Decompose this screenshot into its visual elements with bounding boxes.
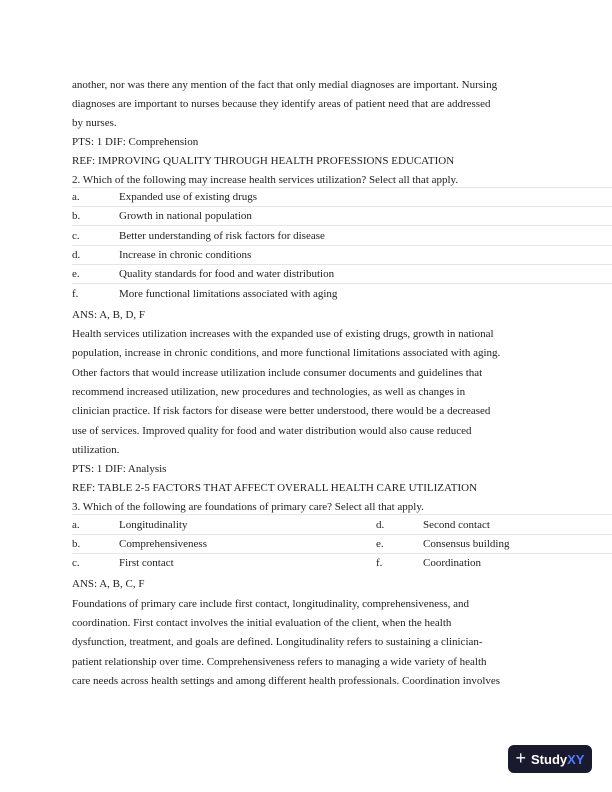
q3-question: 3. Which of the following are foundations of primary care? Select all that apply. [72,501,424,513]
q3-explanation-line: care needs across health settings and among different health professionals. Coordination involves [72,675,501,687]
q3-option-letter: b. [72,538,81,550]
divider [72,264,612,265]
q2-explanation-line: Health services utilization increases with the expanded use of existing drugs, growth in national [72,328,494,340]
divider [72,225,612,226]
q1-pts: PTS: 1 DIF: Comprehension [72,136,199,148]
intro-line: another, nor was there any mention of the fact that only medial diagnoses are important. Nursing [72,79,498,91]
q2-question: 2. Which of the following may increase health services utilization? Select all that apply. [72,174,459,186]
q3-option-letter: a. [72,519,80,531]
q3-explanation-line: dysfunction, treatment, and goals are defined. Longitudinality refers to sustaining a clinician- [72,636,483,648]
q3-option-letter: d. [376,519,385,531]
q3-option-text: Consensus building [423,538,510,550]
q2-explanation-line: use of services. Improved quality for food and water distribution would also cause reduced [72,425,472,437]
divider [72,245,612,246]
q2-option-letter: d. [72,249,81,261]
q2-explanation-line: Other factors that would increase utilization include consumer documents and guidelines that [72,367,483,379]
q2-ref: REF: TABLE 2-5 FACTORS THAT AFFECT OVERALL HEALTH CARE UTILIZATION [72,482,478,494]
plus-icon: + [515,747,527,768]
q3-option-text: Coordination [423,557,482,569]
divider [72,206,612,207]
q3-option-letter: c. [72,557,80,569]
q3-explanation-line: Foundations of primary care include first contact, longitudinality, comprehensiveness, and [72,598,470,610]
q2-option-text: Growth in national population [119,210,252,222]
divider [72,187,612,188]
q2-explanation-line: recommend increased utilization, new procedures and technologies, as well as changes in [72,386,466,398]
q3-option-letter: f. [376,557,383,569]
q2-option-letter: a. [72,191,80,203]
q2-option-letter: e. [72,268,80,280]
studyxy-badge[interactable] [508,745,592,773]
intro-line: diagnoses are important to nurses because they identify areas of patient need that are addressed [72,98,491,110]
q3-explanation-line: coordination. First contact involves the initial evaluation of the client, when the health [72,617,452,629]
q3-option-text: Second contact [423,519,490,531]
q3-explanation-line: patient relationship over time. Comprehensiveness refers to managing a wide variety of health [72,656,487,668]
brand-main: Study [531,751,568,767]
q2-option-letter: f. [72,288,79,300]
q2-explanation-line: clinician practice. If risk factors for disease were better understood, there would be a decreased [72,405,491,417]
q2-option-letter: b. [72,210,81,222]
q2-option-letter: c. [72,230,80,242]
q3-answer: ANS: A, B, C, F [72,578,145,590]
q3-option-text: Longitudinality [119,519,188,531]
q2-option-text: Better understanding of risk factors for disease [119,230,325,242]
q3-option-letter: e. [376,538,384,550]
brand-accent: XY [567,751,585,767]
q1-ref: REF: IMPROVING QUALITY THROUGH HEALTH PROFESSIONS EDUCATION [72,155,455,167]
q2-answer: ANS: A, B, D, F [72,309,146,321]
q3-option-text: First contact [119,557,174,569]
q3-option-text: Comprehensiveness [119,538,207,550]
q2-option-text: Increase in chronic conditions [119,249,252,261]
q2-explanation-line: utilization. [72,444,120,456]
q2-pts: PTS: 1 DIF: Analysis [72,463,167,475]
divider [72,534,612,535]
intro-line: by nurses. [72,117,117,129]
divider [72,283,612,284]
q2-option-text: More functional limitations associated with aging [119,288,338,300]
q2-option-text: Quality standards for food and water distribution [119,268,335,280]
divider [72,553,612,554]
q2-explanation-line: population, increase in chronic conditions, and more functional limitations associated with aging. [72,347,501,359]
q2-option-text: Expanded use of existing drugs [119,191,258,203]
divider [72,514,612,515]
